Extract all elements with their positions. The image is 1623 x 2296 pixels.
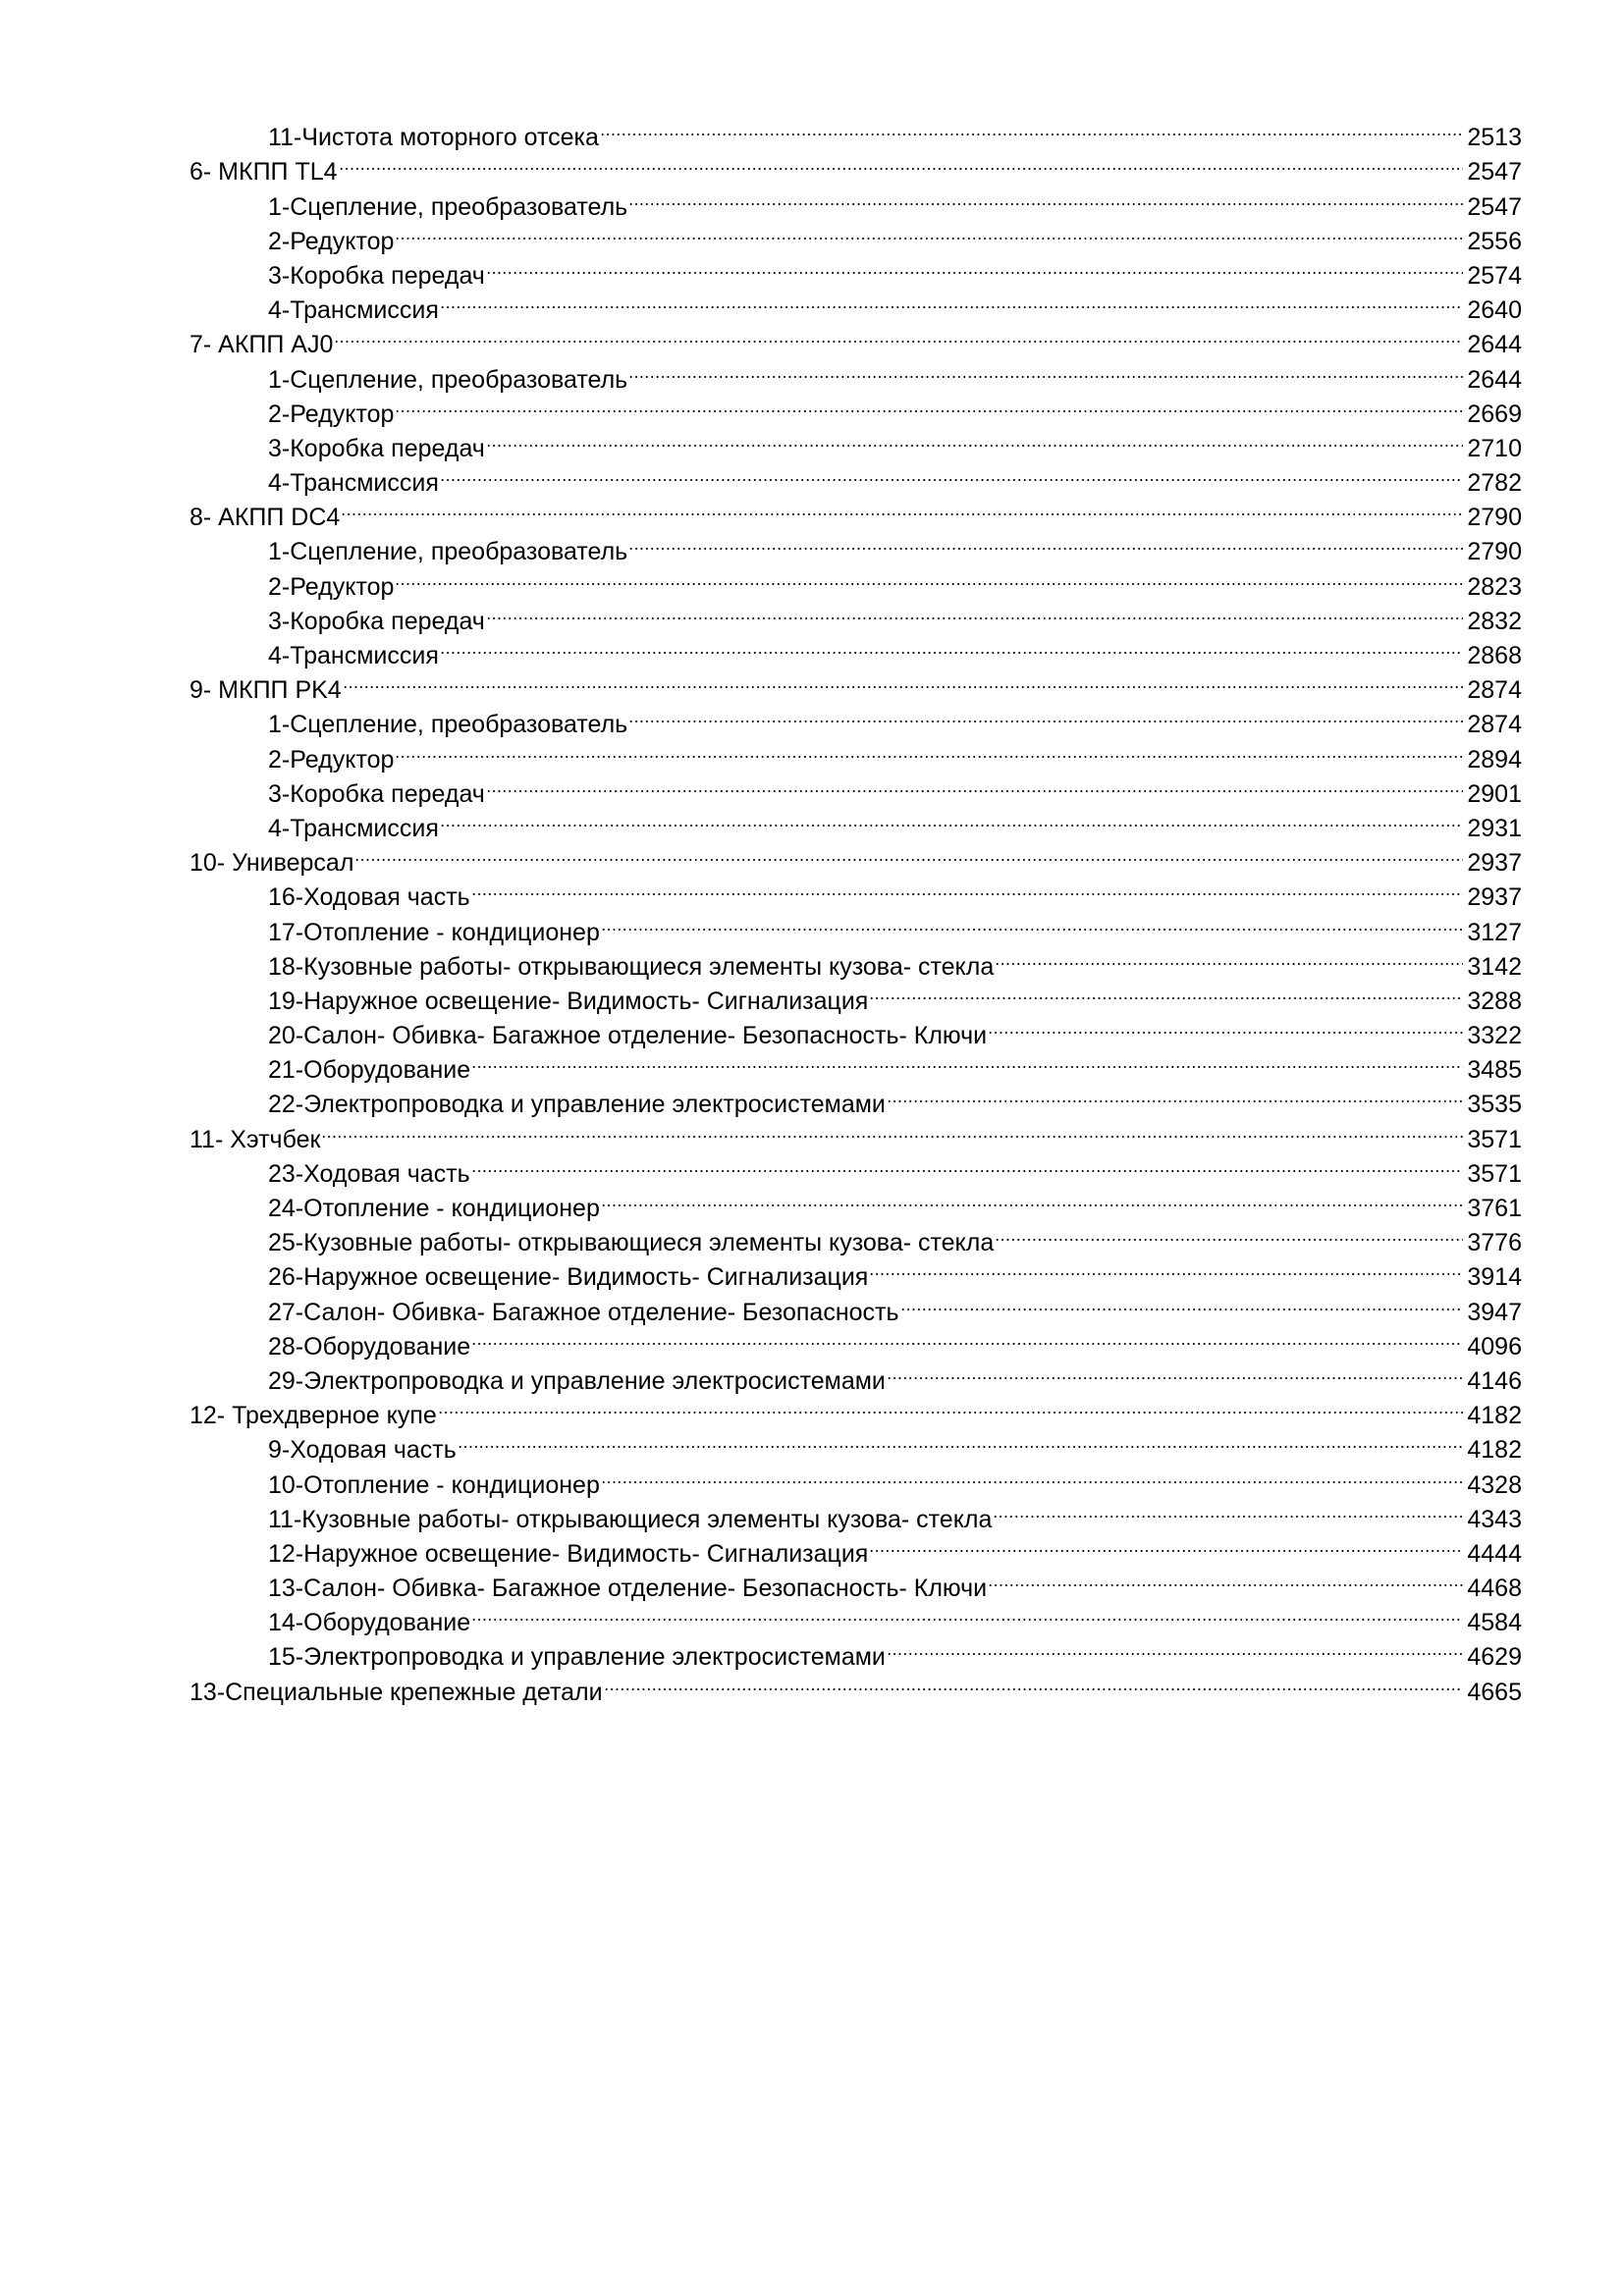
toc-subsection-entry[interactable] bbox=[189, 180, 1522, 221]
toc-section-entry[interactable] bbox=[189, 836, 1522, 878]
table-of-contents bbox=[189, 111, 1522, 1706]
toc-entry-page-number: 3142 bbox=[1467, 952, 1522, 981]
toc-entry-title: 4-Трансмиссия bbox=[268, 814, 439, 842]
toc-entry-title: 1-Сцепление, преобразователь bbox=[268, 192, 628, 221]
dot-leader bbox=[900, 1285, 1463, 1319]
dot-leader bbox=[395, 560, 1463, 594]
toc-entry-title: 21-Оборудование bbox=[268, 1056, 471, 1085]
dot-leader bbox=[988, 1562, 1463, 1596]
toc-entry-title: 15-Электропроводка и управление электросистемами bbox=[268, 1643, 886, 1672]
toc-entry-page-number: 4629 bbox=[1467, 1643, 1522, 1672]
toc-entry-title: 22-Электропроводка и управление электросистемами bbox=[268, 1091, 886, 1119]
toc-entry-title: 25-Кузовные работы- открывающиеся элементы кузова- стекла bbox=[268, 1229, 995, 1257]
toc-entry-page-number: 4343 bbox=[1467, 1505, 1522, 1533]
dot-leader bbox=[341, 491, 1463, 525]
toc-entry-title: 19-Наружное освещение- Видимость- Сигнализация bbox=[268, 987, 869, 1015]
dot-leader bbox=[471, 1596, 1463, 1630]
toc-entry-page-number: 2868 bbox=[1467, 642, 1522, 669]
dot-leader bbox=[395, 732, 1463, 767]
toc-entry-page-number: 4182 bbox=[1467, 1436, 1522, 1465]
dot-leader bbox=[604, 1665, 1463, 1699]
dot-leader bbox=[395, 388, 1463, 422]
dot-leader bbox=[628, 180, 1463, 214]
dot-leader bbox=[343, 664, 1463, 698]
toc-entry-title: 20-Салон- Обивка- Багажное отделение- Безопасность- Ключи bbox=[268, 1022, 988, 1050]
toc-subsection-entry[interactable] bbox=[189, 698, 1522, 739]
toc-subsection-entry[interactable] bbox=[189, 352, 1522, 394]
dot-leader bbox=[440, 802, 1463, 836]
toc-entry-title: 26-Наружное освещение- Видимость- Сигнализация bbox=[268, 1263, 869, 1292]
toc-entry-title: 6- МКПП TL4 bbox=[189, 158, 338, 187]
toc-entry-title: 28-Оборудование bbox=[268, 1332, 471, 1361]
toc-entry-title: 1-Сцепление, преобразователь bbox=[268, 365, 628, 394]
toc-entry-page-number: 3485 bbox=[1467, 1056, 1522, 1085]
toc-entry-page-number: 2640 bbox=[1467, 296, 1522, 325]
toc-entry-page-number: 2513 bbox=[1467, 124, 1522, 152]
dot-leader bbox=[440, 284, 1463, 318]
toc-entry-title: 7- АКПП AJ0 bbox=[189, 331, 334, 359]
toc-entry-page-number: 2874 bbox=[1467, 711, 1522, 739]
toc-entry-title: 11- Хэтчбек bbox=[189, 1125, 321, 1153]
toc-subsection-entry[interactable] bbox=[189, 111, 1522, 152]
dot-leader bbox=[628, 352, 1463, 387]
dot-leader bbox=[628, 698, 1463, 732]
toc-entry-page-number: 4146 bbox=[1467, 1366, 1522, 1395]
toc-entry-title: 17-Отопление - кондиционер bbox=[268, 918, 600, 946]
toc-section-entry[interactable] bbox=[189, 318, 1522, 359]
toc-entry-title: 9- МКПП PK4 bbox=[189, 676, 342, 705]
toc-entry-title: 4-Трансмиссия bbox=[268, 642, 439, 669]
toc-entry-page-number: 2937 bbox=[1467, 883, 1522, 912]
dot-leader bbox=[993, 1493, 1463, 1527]
toc-entry-title: 16-Ходовая часть bbox=[268, 883, 470, 912]
toc-entry-page-number: 2790 bbox=[1467, 538, 1522, 566]
toc-section-entry[interactable] bbox=[189, 664, 1522, 705]
dot-leader bbox=[486, 595, 1463, 629]
toc-entry-page-number: 2644 bbox=[1467, 365, 1522, 394]
toc-entry-title: 2-Редуктор bbox=[268, 572, 395, 601]
toc-entry-page-number: 2644 bbox=[1467, 331, 1522, 359]
toc-entry-page-number: 3535 bbox=[1467, 1091, 1522, 1119]
dot-leader bbox=[887, 1630, 1463, 1665]
toc-entry-title: 10- Универсал bbox=[189, 849, 354, 878]
dot-leader bbox=[601, 905, 1463, 939]
toc-entry-page-number: 4584 bbox=[1467, 1609, 1522, 1637]
toc-entry-title: 12-Наружное освещение- Видимость- Сигнализация bbox=[268, 1539, 869, 1568]
dot-leader bbox=[471, 1148, 1463, 1182]
dot-leader bbox=[354, 836, 1463, 871]
toc-entry-title: 14-Оборудование bbox=[268, 1609, 471, 1637]
toc-entry-page-number: 2790 bbox=[1467, 504, 1522, 532]
toc-entry-page-number: 2574 bbox=[1467, 261, 1522, 290]
dot-leader bbox=[471, 1043, 1463, 1078]
toc-entry-page-number: 2894 bbox=[1467, 745, 1522, 774]
toc-entry-page-number: 3947 bbox=[1467, 1298, 1522, 1326]
dot-leader bbox=[440, 456, 1463, 491]
toc-entry-page-number: 3127 bbox=[1467, 918, 1522, 946]
dot-leader bbox=[869, 1527, 1463, 1562]
toc-entry-page-number: 2901 bbox=[1467, 779, 1522, 808]
dot-leader bbox=[438, 1389, 1463, 1423]
toc-entry-title: 2-Редуктор bbox=[268, 227, 395, 255]
dot-leader bbox=[486, 422, 1463, 456]
toc-entry-page-number: 3571 bbox=[1467, 1159, 1522, 1188]
dot-leader bbox=[339, 145, 1463, 180]
dot-leader bbox=[887, 1078, 1463, 1112]
toc-entry-title: 8- АКПП DC4 bbox=[189, 504, 341, 532]
dot-leader bbox=[440, 629, 1463, 664]
toc-entry-page-number: 4096 bbox=[1467, 1332, 1522, 1361]
toc-entry-page-number: 2931 bbox=[1467, 814, 1522, 842]
toc-entry-title: 3-Коробка передач bbox=[268, 607, 485, 635]
toc-entry-page-number: 3322 bbox=[1467, 1022, 1522, 1050]
dot-leader bbox=[869, 975, 1463, 1009]
toc-entry-title: 11-Чистота моторного отсека bbox=[268, 124, 599, 152]
toc-entry-page-number: 2823 bbox=[1467, 572, 1522, 601]
toc-entry-title: 2-Редуктор bbox=[268, 745, 395, 774]
dot-leader bbox=[334, 318, 1463, 352]
toc-entry-title: 24-Отопление - кондиционер bbox=[268, 1195, 600, 1222]
toc-subsection-entry[interactable] bbox=[189, 871, 1522, 912]
dot-leader bbox=[395, 215, 1463, 249]
toc-entry-page-number: 2669 bbox=[1467, 400, 1522, 428]
toc-entry-title: 13-Салон- Обивка- Багажное отделение- Безопасность- Ключи bbox=[268, 1575, 988, 1603]
toc-entry-title: 3-Коробка передач bbox=[268, 261, 485, 290]
toc-entry-title: 29-Электропроводка и управление электросистемами bbox=[268, 1366, 886, 1395]
toc-entry-title: 1-Сцепление, преобразователь bbox=[268, 711, 628, 739]
dot-leader bbox=[628, 525, 1463, 560]
toc-entry-page-number: 3914 bbox=[1467, 1263, 1522, 1292]
toc-entry-page-number: 3288 bbox=[1467, 987, 1522, 1015]
toc-entry-title: 27-Салон- Обивка- Багажное отделение- Безопасность bbox=[268, 1298, 899, 1326]
toc-entry-page-number: 2874 bbox=[1467, 676, 1522, 705]
toc-entry-title: 3-Коробка передач bbox=[268, 779, 485, 808]
toc-subsection-entry[interactable] bbox=[189, 1148, 1522, 1188]
toc-entry-page-number: 2710 bbox=[1467, 434, 1522, 462]
toc-entry-page-number: 2937 bbox=[1467, 849, 1522, 878]
toc-entry-title: 2-Редуктор bbox=[268, 400, 395, 428]
dot-leader bbox=[887, 1355, 1463, 1389]
dot-leader bbox=[471, 871, 1463, 905]
toc-entry-page-number: 4182 bbox=[1467, 1402, 1522, 1430]
toc-entry-title: 13-Специальные крепежные детали bbox=[189, 1678, 603, 1706]
toc-section-entry[interactable] bbox=[189, 491, 1522, 532]
toc-entry-title: 18-Кузовные работы- открывающиеся элементы кузова- стекла bbox=[268, 952, 995, 981]
toc-entry-page-number: 4468 bbox=[1467, 1575, 1522, 1603]
dot-leader bbox=[601, 1458, 1463, 1492]
toc-entry-page-number: 2782 bbox=[1467, 469, 1522, 498]
toc-entry-page-number: 4328 bbox=[1467, 1470, 1522, 1499]
toc-entry-title: 11-Кузовные работы- открывающиеся элементы кузова- стекла bbox=[268, 1505, 993, 1533]
dot-leader bbox=[995, 940, 1463, 975]
toc-entry-page-number: 4665 bbox=[1467, 1678, 1522, 1706]
toc-entry-title: 9-Ходовая часть bbox=[268, 1436, 457, 1465]
toc-subsection-entry[interactable] bbox=[189, 525, 1522, 566]
toc-entry-page-number: 3761 bbox=[1467, 1195, 1522, 1222]
dot-leader bbox=[321, 1112, 1463, 1147]
toc-entry-page-number: 2832 bbox=[1467, 607, 1522, 635]
toc-entry-page-number: 4444 bbox=[1467, 1539, 1522, 1568]
dot-leader bbox=[471, 1320, 1463, 1355]
toc-entry-title: 1-Сцепление, преобразователь bbox=[268, 538, 628, 566]
dot-leader bbox=[458, 1423, 1463, 1458]
toc-entry-page-number: 2556 bbox=[1467, 227, 1522, 255]
toc-section-entry[interactable] bbox=[189, 1112, 1522, 1153]
toc-entry-title: 4-Трансмиссия bbox=[268, 296, 439, 325]
toc-entry-title: 10-Отопление - кондиционер bbox=[268, 1470, 600, 1499]
toc-entry-title: 23-Ходовая часть bbox=[268, 1159, 470, 1188]
dot-leader bbox=[486, 768, 1463, 802]
toc-entry-title: 12- Трехдверное купе bbox=[189, 1402, 437, 1430]
dot-leader bbox=[600, 111, 1463, 145]
toc-entry-page-number: 2547 bbox=[1467, 158, 1522, 187]
toc-entry-page-number: 3571 bbox=[1467, 1125, 1522, 1153]
toc-entry-title: 4-Трансмиссия bbox=[268, 469, 439, 498]
dot-leader bbox=[486, 249, 1463, 284]
dot-leader bbox=[601, 1182, 1463, 1216]
dot-leader bbox=[869, 1251, 1463, 1285]
toc-entry-page-number: 3776 bbox=[1467, 1229, 1522, 1257]
toc-entry-page-number: 2547 bbox=[1467, 192, 1522, 221]
toc-section-entry[interactable] bbox=[189, 145, 1522, 187]
dot-leader bbox=[988, 1009, 1463, 1043]
dot-leader bbox=[995, 1216, 1463, 1251]
toc-entry-title: 3-Коробка передач bbox=[268, 434, 485, 462]
